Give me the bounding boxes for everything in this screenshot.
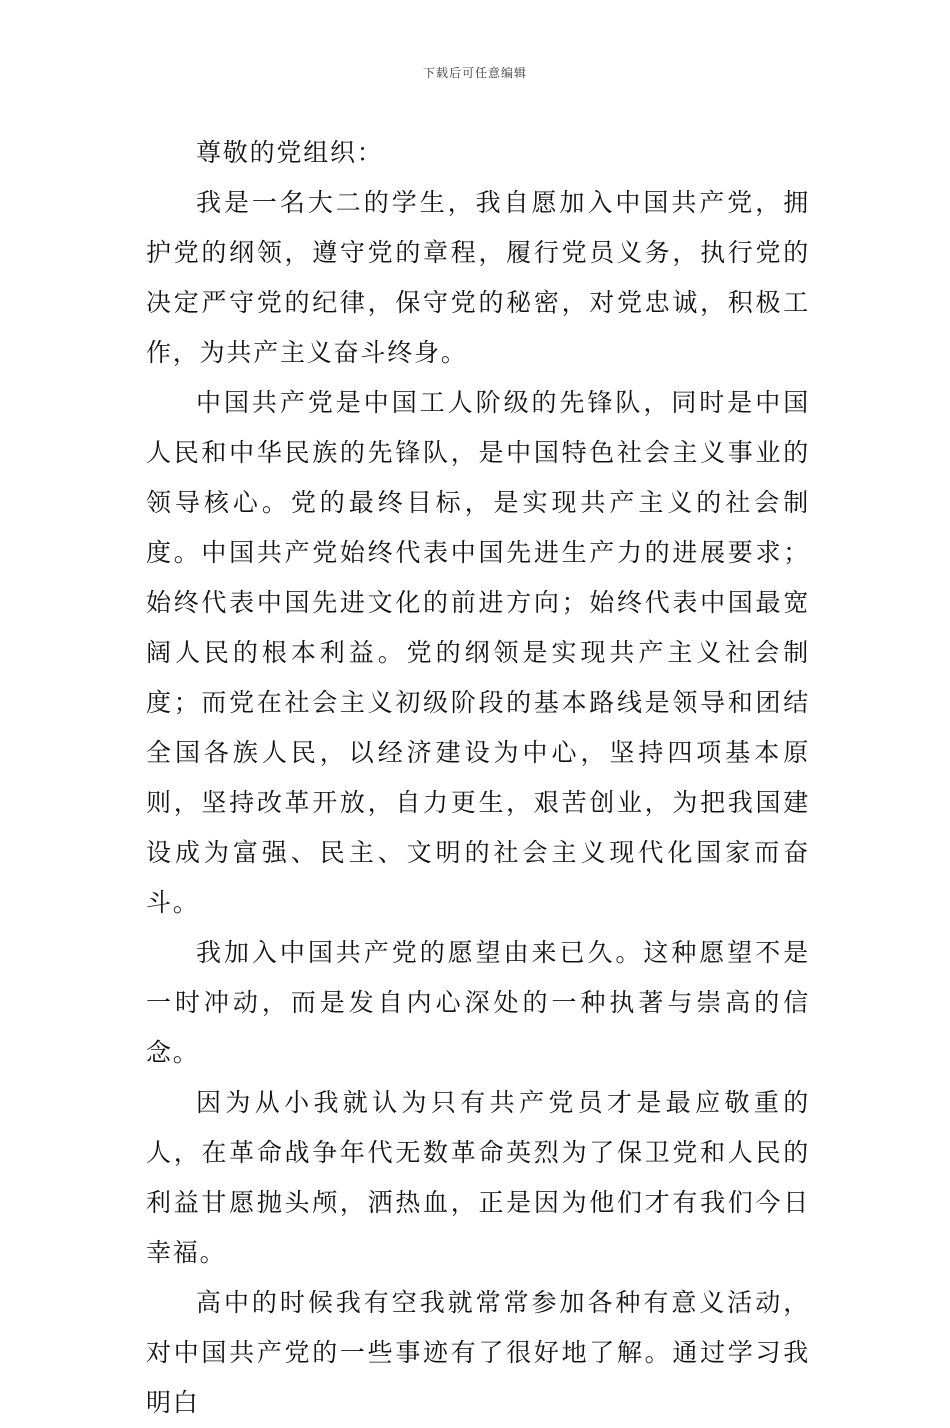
paragraph-1: 我是一名大二的学生，我自愿加入中国共产党，拥护党的纲领，遵守党的章程，履行党员义务，执行党的决定严守党的纪律，保守党的秘密，对党忠诚，积极工作，为共产主义奋斗终身。 [146,188,810,367]
document-body [146,128,810,1428]
page-header: 下载后可任意编辑 [422,66,527,80]
paragraph-5: 高中的时候我有空我就常常参加各种有意义活动，对中国共产党的一些事迹有了很好地了解。通过学习我明白 [146,1288,810,1417]
paragraph-3: 我加入中国共产党的愿望由来已久。这种愿望不是一时冲动，而是发自内心深处的一种执著与崇高的信念。 [146,938,810,1067]
paragraph-4: 因为从小我就认为只有共产党员才是最应敬重的人，在革命战争年代无数革命英烈为了保卫党和人民的利益甘愿抛头颅，洒热血，正是因为他们才有我们今日幸福。 [146,1088,810,1267]
salutation: 尊敬的党组织： [196,138,384,167]
paragraph-2: 中国共产党是中国工人阶级的先锋队，同时是中国人民和中华民族的先锋队，是中国特色社会主义事业的领导核心。党的最终目标，是实现共产主义的社会制度。中国共产党始终代表中国先进生产力的进展要求；始终代表中国先进文化的前进方向；始终代表中国最宽阔人民的根本利益。党的纲领是实现共产主义社会制度；而党在社会主义初级阶段的基本路线是领导和团结全国各族人民，以经济建设为中心，坚持四项基本原则，坚持改革开放，自力更生，艰苦创业，为把我国建设成为富强、民主、文明的社会主义现代化国家而奋斗。 [146,388,810,917]
